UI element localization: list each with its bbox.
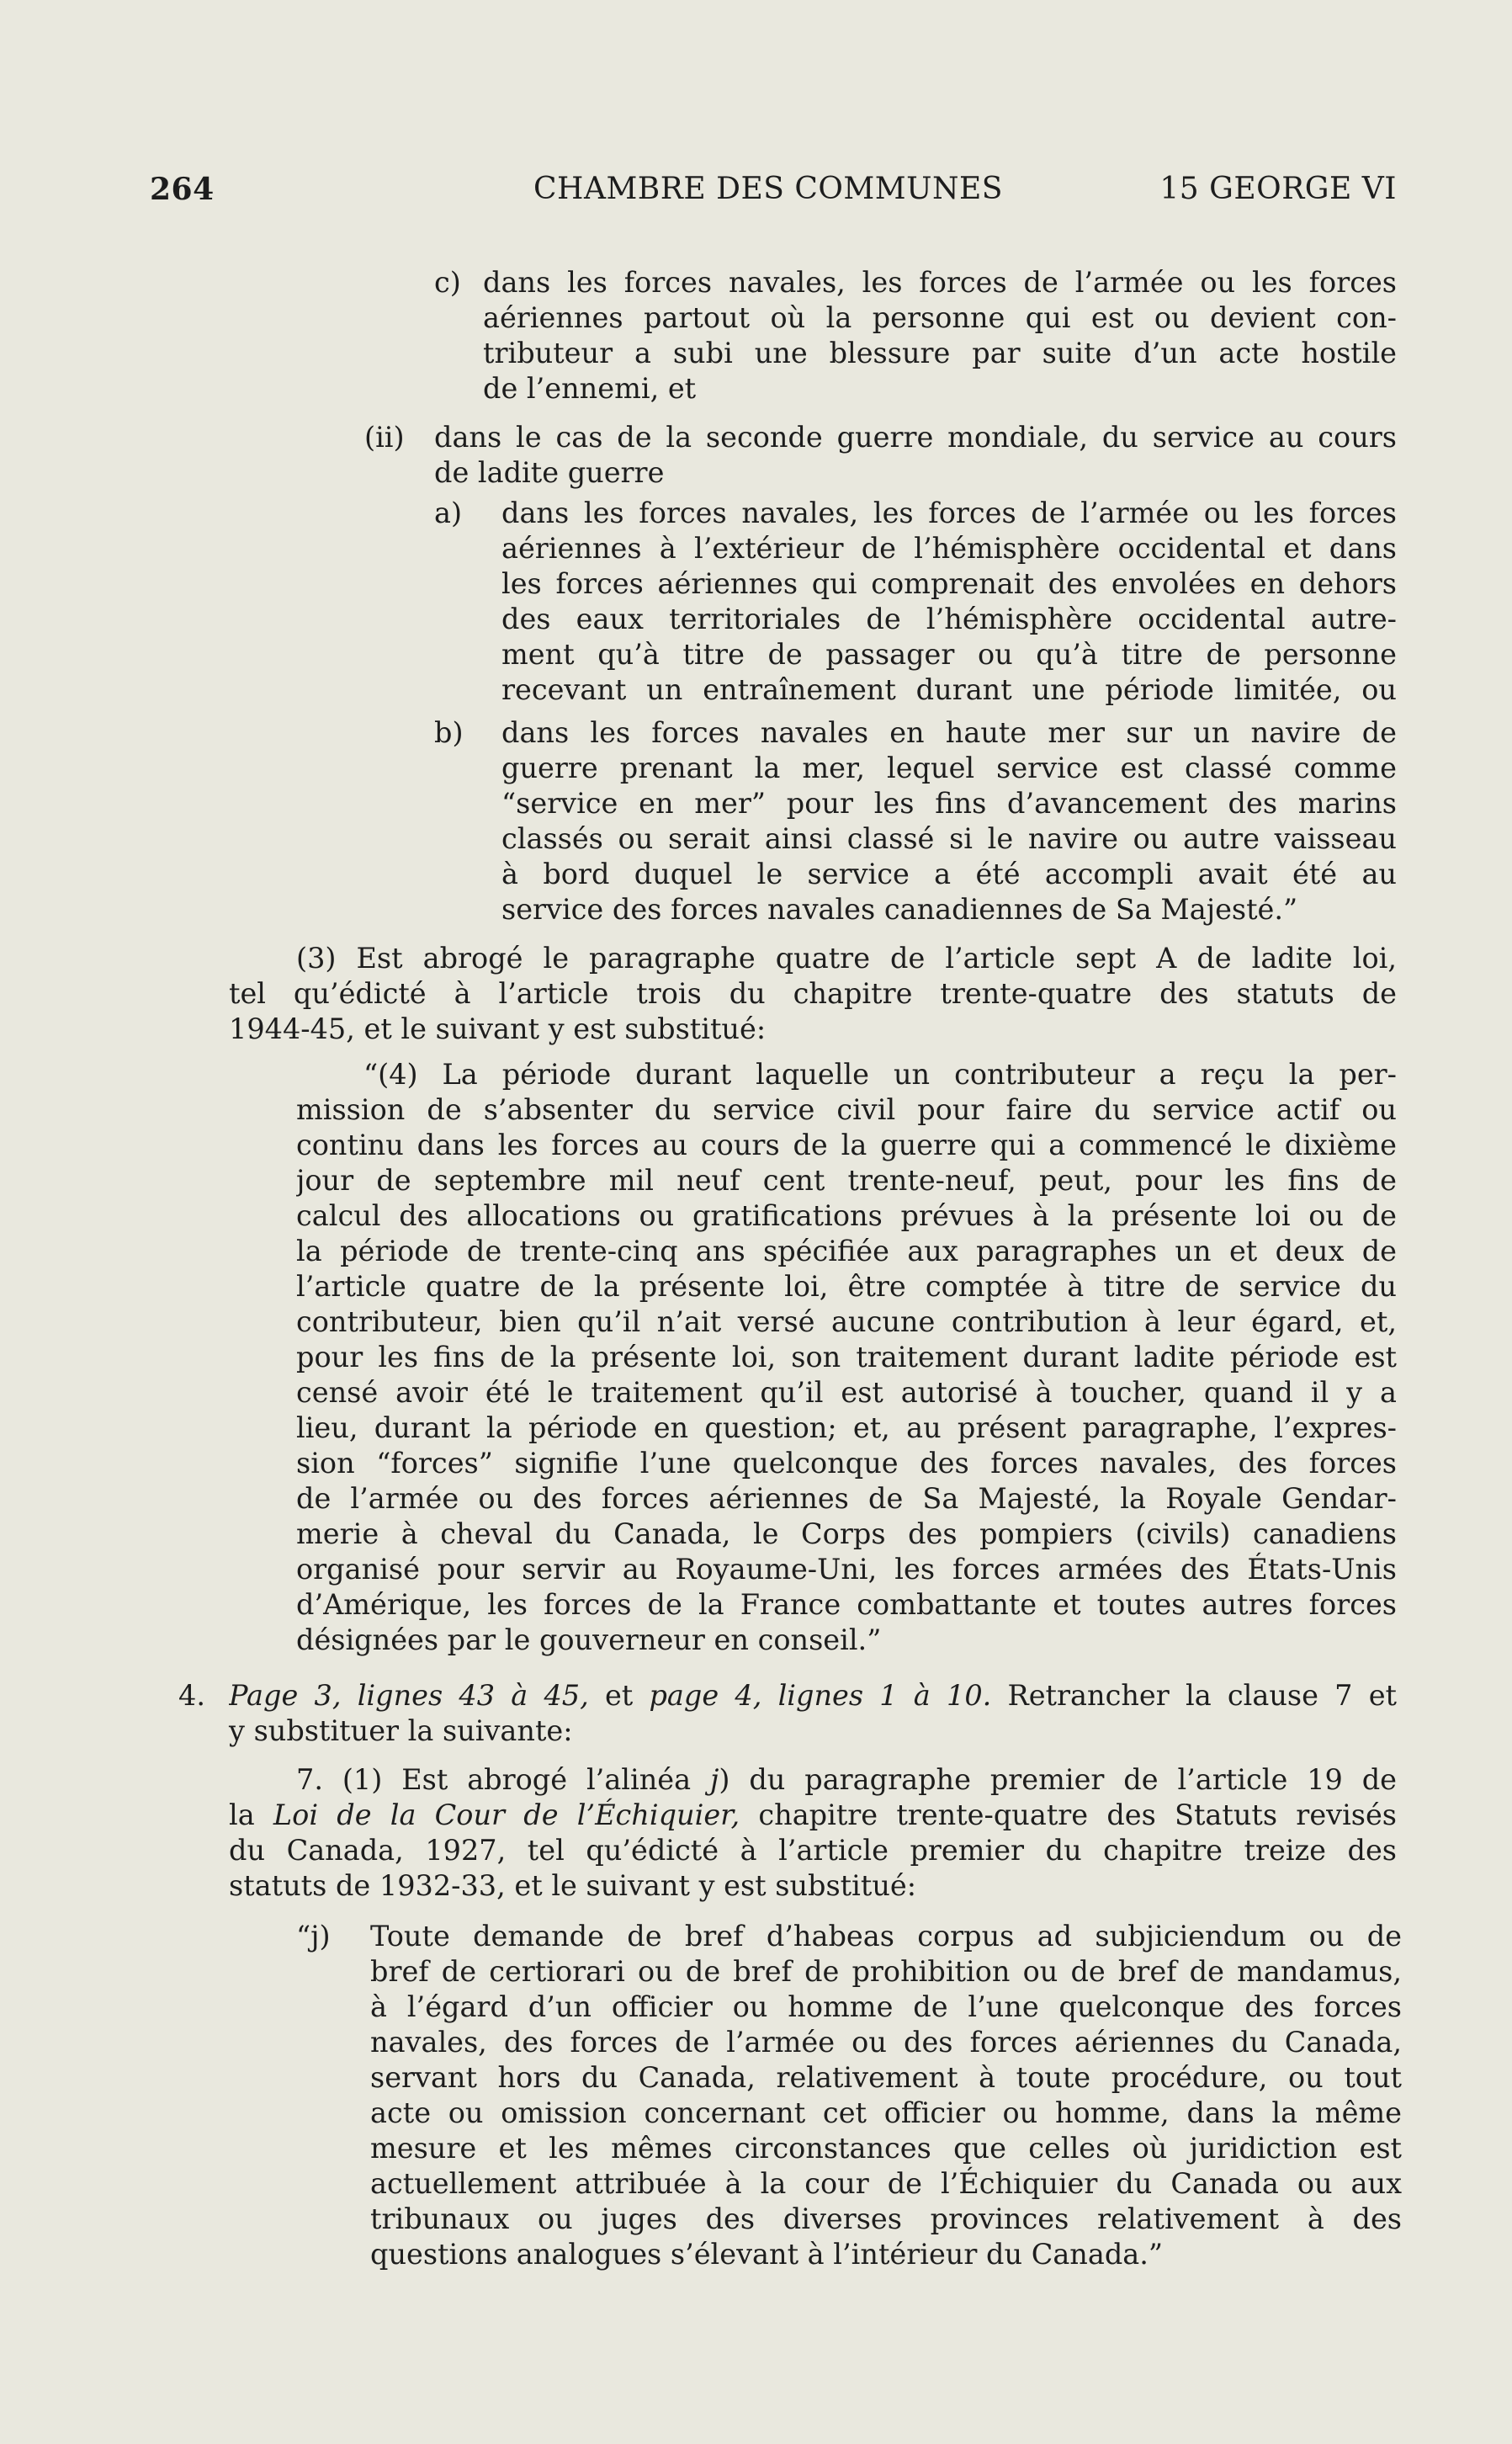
text-line: de l’ennemi, et bbox=[483, 372, 697, 405]
text-line: acte ou omission concernant cet officier ou homme, dans la même bbox=[370, 2096, 1402, 2129]
header-regnal-year: 15 GEORGE VI bbox=[1159, 172, 1397, 206]
text-line: des eaux territoriales de l’hémisphère occidental autre- bbox=[501, 603, 1397, 635]
text-line: lieu, durant la période en question; et, au présent paragraphe, l’expres- bbox=[296, 1411, 1397, 1444]
text-line: organisé pour servir au Royaume-Uni, les forces armées des États-Unis bbox=[296, 1553, 1397, 1586]
item-label: (ii) bbox=[364, 421, 405, 454]
text-line: questions analogues s’élevant à l’intérieur du Canada.” bbox=[370, 2238, 1164, 2271]
text-line: aériennes partout où la personne qui est ou devient con- bbox=[483, 301, 1397, 334]
text-line: “service en mer” pour les fins d’avancement des marins bbox=[501, 787, 1397, 820]
text-line: la période de trente-cinq ans spécifiée aux paragraphes un et deux de bbox=[296, 1235, 1397, 1267]
text-line: calcul des allocations ou gratifications prévues à la présente loi ou de bbox=[296, 1199, 1397, 1232]
text-line: dans le cas de la seconde guerre mondiale, du service au cours bbox=[434, 421, 1397, 454]
text-line: contributeur, bien qu’il n’ait versé aucune contribution à leur égard, et, bbox=[296, 1305, 1397, 1338]
text-line: tributeur a subi une blessure par suite d’un acte hostile bbox=[483, 337, 1397, 369]
text-line: Page 3, lignes 43 à 45, et page 4, lignes 1 à 10. Retrancher la clause 7 et bbox=[229, 1679, 1397, 1712]
text-line: dans les forces navales en haute mer sur un navire de bbox=[501, 716, 1397, 749]
text-line: mission de s’absenter du service civil pour faire du service actif ou bbox=[296, 1093, 1397, 1126]
text-line: service des forces navales canadiennes de Sa Majesté.” bbox=[501, 893, 1298, 926]
text-line: de ladite guerre bbox=[434, 456, 665, 489]
item-label: a) bbox=[434, 497, 463, 529]
text-line: “(4) La période durant laquelle un contributeur a reçu la per- bbox=[363, 1058, 1397, 1091]
text-line: à l’égard d’un officier ou homme de l’une quelconque des forces bbox=[370, 1990, 1402, 2023]
text-line: désignées par le gouverneur en conseil.” bbox=[296, 1623, 882, 1656]
text-line: dans les forces navales, les forces de l’armée ou les forces bbox=[501, 497, 1397, 529]
text-line: 1944-45, et le suivant y est substitué: bbox=[229, 1012, 767, 1045]
text-line: servant hors du Canada, relativement à toute procédure, ou tout bbox=[370, 2061, 1402, 2094]
text-line: continu dans les forces au cours de la guerre qui a commencé le dixième bbox=[296, 1129, 1397, 1161]
text-line: aériennes à l’extérieur de l’hémisphère occidental et dans bbox=[501, 532, 1397, 565]
text-line: recevant un entraînement durant une période limitée, ou bbox=[501, 673, 1397, 706]
text-line: d’Amérique, les forces de la France combattante et toutes autres forces bbox=[296, 1588, 1397, 1621]
text-line: statuts de 1932-33, et le suivant y est substitué: bbox=[229, 1869, 917, 1902]
item-label: 4. bbox=[178, 1679, 205, 1712]
text-line: l’article quatre de la présente loi, être comptée à titre de service du bbox=[296, 1270, 1397, 1303]
italic-reference: page 4, lignes 1 à 10. bbox=[649, 1679, 992, 1712]
text-line: bref de certiorari ou de bref de prohibition ou de bref de mandamus, bbox=[370, 1955, 1402, 1988]
act-title: Loi de la Cour de l’Échiquier, bbox=[273, 1798, 740, 1831]
text-line: mesure et les mêmes circonstances que celles où juridiction est bbox=[370, 2132, 1402, 2165]
text-line: 7. (1) Est abrogé l’alinéa j) du paragraphe premier de l’article 19 de bbox=[296, 1763, 1397, 1796]
text-line: guerre prenant la mer, lequel service est classé comme bbox=[501, 752, 1397, 784]
text-line: merie à cheval du Canada, le Corps des pompiers (civils) canadiens bbox=[296, 1517, 1397, 1550]
text-line: de l’armée ou des forces aériennes de Sa Majesté, la Royale Gendar- bbox=[296, 1482, 1397, 1515]
text-line: Toute demande de bref d’habeas corpus ad subjiciendum ou de bbox=[370, 1920, 1402, 1953]
text-line: pour les fins de la présente loi, son traitement durant ladite période est bbox=[296, 1341, 1397, 1373]
text-line: tel qu’édicté à l’article trois du chapitre trente-quatre des statuts de bbox=[229, 977, 1397, 1010]
text-line: du Canada, 1927, tel qu’édicté à l’article premier du chapitre treize des bbox=[229, 1834, 1397, 1867]
text-line: y substituer la suivante: bbox=[229, 1714, 573, 1747]
running-header bbox=[150, 172, 1397, 212]
item-label: b) bbox=[434, 716, 464, 749]
text-line: navales, des forces de l’armée ou des forces aériennes du Canada, bbox=[370, 2026, 1402, 2059]
text-line: la Loi de la Cour de l’Échiquier, chapitre trente-quatre des Statuts revisés bbox=[229, 1798, 1397, 1831]
text-line: actuellement attribuée à la cour de l’Échiquier du Canada ou aux bbox=[370, 2167, 1402, 2200]
text-line: ment qu’à titre de passager ou qu’à titre de personne bbox=[501, 638, 1397, 671]
text-line: (3) Est abrogé le paragraphe quatre de l’article sept A de ladite loi, bbox=[296, 942, 1397, 975]
text-line: classés ou serait ainsi classé si le navire ou autre vaisseau bbox=[501, 822, 1397, 855]
item-label: c) bbox=[434, 266, 461, 299]
header-title: CHAMBRE DES COMMUNES bbox=[533, 172, 1003, 206]
item-label: “j) bbox=[296, 1920, 331, 1953]
text-line: tribunaux ou juges des diverses provinces relativement à des bbox=[370, 2202, 1402, 2235]
text-line: sion “forces” signifie l’une quelconque des forces navales, des forces bbox=[296, 1447, 1397, 1480]
italic-reference: Page 3, lignes 43 à 45, bbox=[229, 1679, 589, 1712]
text-line: jour de septembre mil neuf cent trente-neuf, peut, pour les fins de bbox=[296, 1164, 1397, 1197]
page-number: 264 bbox=[150, 172, 215, 207]
text-line: les forces aériennes qui comprenait des envolées en dehors bbox=[501, 567, 1397, 600]
text-line: dans les forces navales, les forces de l’armée ou les forces bbox=[483, 266, 1397, 299]
text-line: censé avoir été le traitement qu’il est autorisé à toucher, quand il y a bbox=[296, 1376, 1397, 1409]
text-line: à bord duquel le service a été accompli avait été au bbox=[501, 858, 1397, 890]
